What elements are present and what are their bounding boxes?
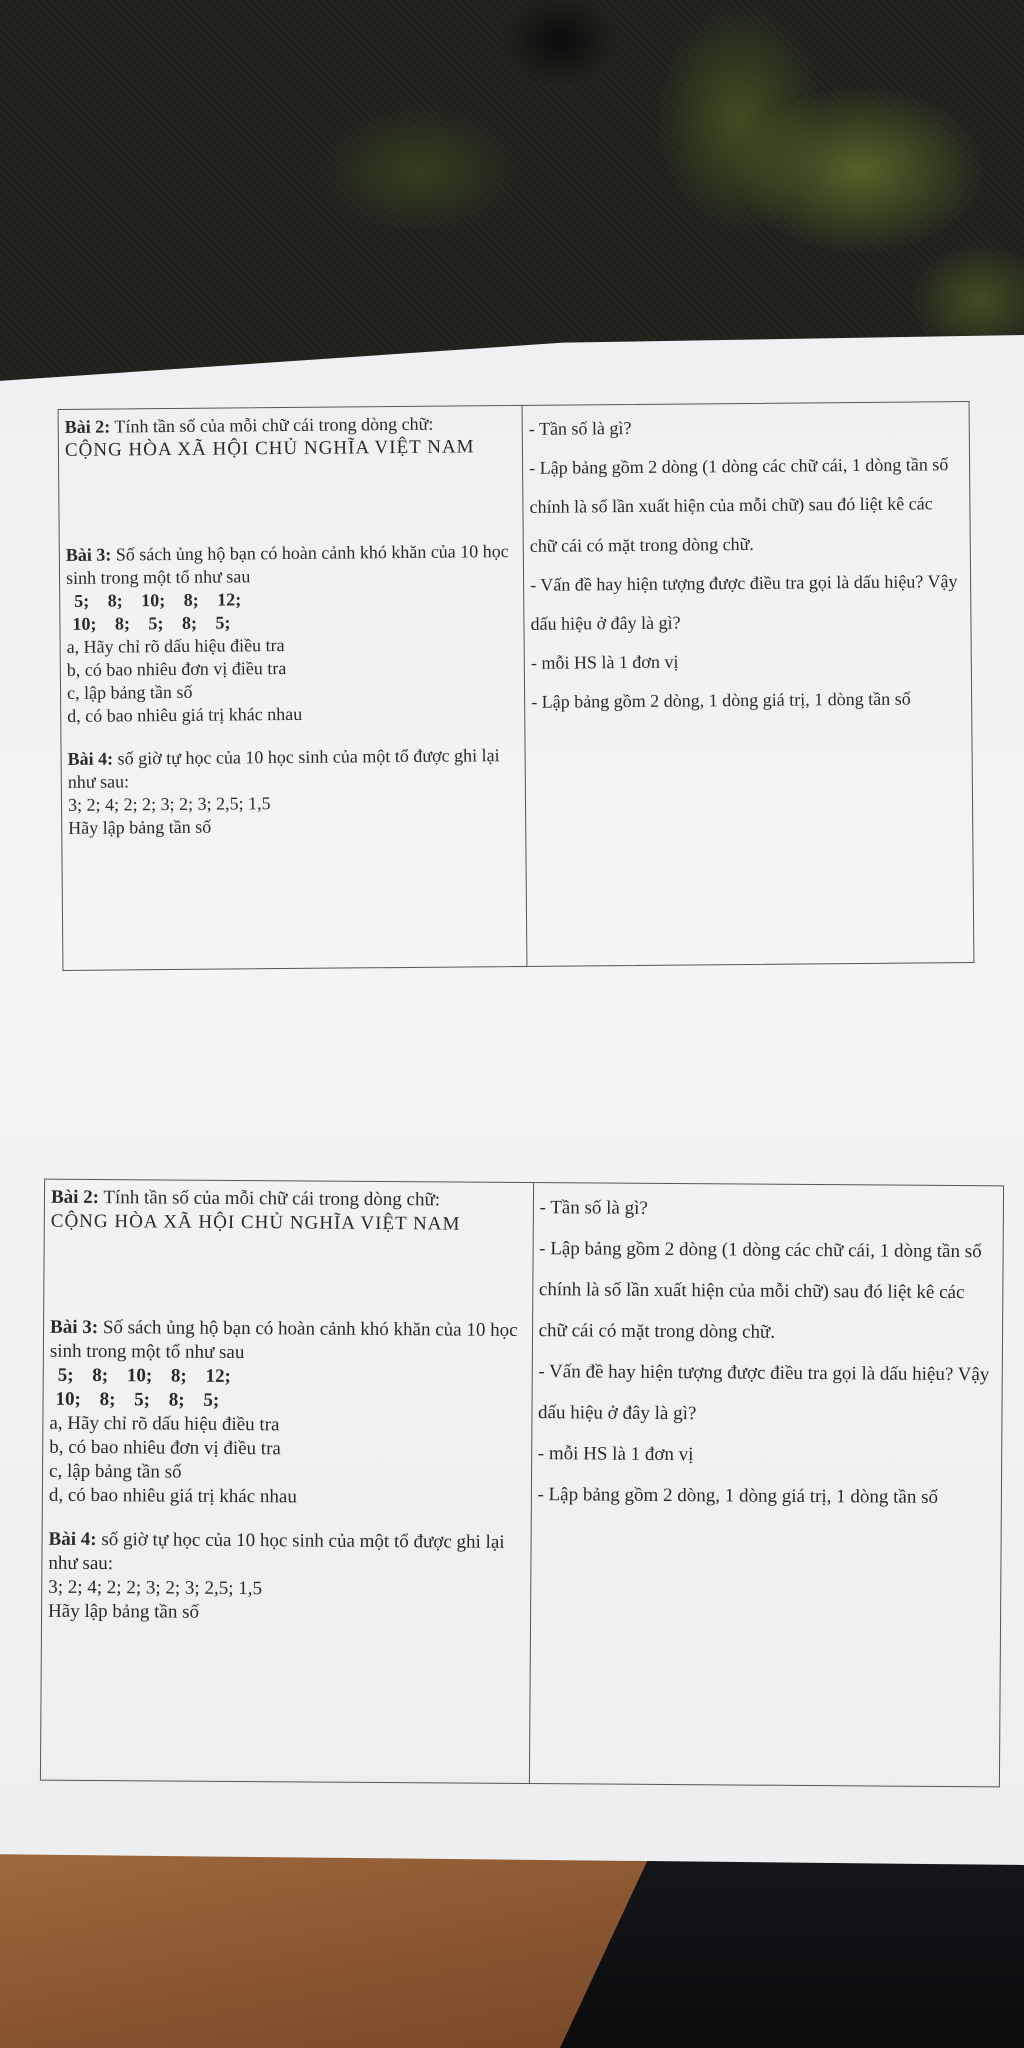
bai2-label: Bài 2:	[64, 416, 111, 437]
bai3-heading	[66, 540, 517, 590]
bai3-question-c: c, lập bảng tần số	[66, 681, 193, 703]
hint-column	[529, 1183, 1003, 1786]
bai3-data-row-1: 5; 8; 10; 8; 12;	[74, 589, 242, 611]
bai4-heading	[48, 1528, 524, 1579]
bai4-prompt: số giờ tự học của 10 học sinh của một tổ được ghi lại như sau:	[48, 1529, 505, 1575]
worksheet-table-upper	[58, 401, 975, 971]
bai4-task: Hãy lập bảng tần số	[48, 1600, 200, 1623]
bai4-data: 3; 2; 4; 2; 2; 3; 2; 3; 2,5; 1,5	[48, 1576, 263, 1600]
bai3-question-a: a, Hãy chỉ rõ dấu hiệu điều tra	[49, 1412, 280, 1436]
bai4-data: 3; 2; 4; 2; 2; 3; 2; 3; 2,5; 1,5	[67, 793, 271, 815]
worksheet-table-lower	[40, 1179, 1004, 1788]
bai3-question-d: d, có bao nhiêu giá trị khác nhau	[67, 703, 303, 726]
bai3-data-row-2: 10; 8; 5; 8; 5;	[72, 612, 231, 634]
exercise-column	[41, 1180, 534, 1783]
hint-line-3: - Vấn đề hay hiện tượng được điều tra gọi là dấu hiệu? Vậy dấu hiệu ở đây là gì?	[537, 1361, 990, 1425]
bai3-prompt: Số sách ủng hộ bạn có hoàn cảnh khó khăn của 10 học sinh trong một tổ như sau	[65, 541, 509, 588]
bai3-label: Bài 3:	[50, 1316, 99, 1339]
bai3-question-b: b, có bao nhiêu đơn vị điều tra	[49, 1436, 281, 1460]
hint-line-5: - Lập bảng gồm 2 dòng, 1 dòng giá trị, 1 dòng tần số	[531, 688, 911, 712]
bai2-label: Bài 2:	[50, 1186, 100, 1209]
bai3-question-c: c, lập bảng tần số	[48, 1460, 182, 1483]
hint-column	[523, 402, 974, 966]
hint-line-2: - Lập bảng gồm 2 dòng (1 dòng các chữ cái, 1 dòng tần số chính là số lần xuất hiện của mỗi chữ) sau đó liệt kê các chữ cái có mặt trong dòng chữ.	[529, 454, 949, 556]
bai3-prompt: Số sách ủng hộ bạn có hoàn cảnh khó khăn của 10 học sinh trong một tổ như sau	[49, 1317, 518, 1364]
bai4-heading	[68, 744, 519, 794]
bai4-prompt: số giờ tự học của 10 học sinh của một tổ được ghi lại như sau:	[67, 745, 500, 792]
bai3-data-row-1: 5; 8; 10; 8; 12;	[57, 1364, 231, 1387]
exercise-column	[59, 406, 528, 970]
bai2-prompt: Tính tần số của mỗi chữ cái trong dòng chữ:	[98, 1187, 441, 1211]
bai3-question-a: a, Hãy chỉ rõ dấu hiệu điều tra	[66, 635, 285, 657]
bai3-question-d: d, có bao nhiêu giá trị khác nhau	[48, 1484, 297, 1508]
bai3-question-b: b, có bao nhiêu đơn vị điều tra	[66, 658, 287, 680]
dark-fabric-background	[0, 0, 1024, 380]
hint-line-1: - Tần số là gì?	[539, 1197, 648, 1219]
bai2-text: CỘNG HÒA XÃ HỘI CHỦ NGHĨA VIỆT NAM	[64, 436, 475, 461]
hint-line-2: - Lập bảng gồm 2 dòng (1 dòng các chữ cái, 1 dòng tần số chính là số lần xuất hiện của mỗi chữ) sau đó liệt kê các chữ cái có mặt trong dòng chữ.	[538, 1238, 982, 1343]
bai3-label: Bài 3:	[65, 544, 112, 565]
hint-line-1: - Tần số là gì?	[528, 417, 632, 439]
hint-line-5: - Lập bảng gồm 2 dòng, 1 dòng giá trị, 1 dòng tần số	[537, 1484, 939, 1508]
bai2-heading	[51, 1186, 527, 1213]
bai2-prompt: Tính tần số của mỗi chữ cái trong dòng chữ:	[110, 413, 434, 437]
bai4-task: Hãy lập bảng tần số	[68, 816, 212, 838]
bai3-data-row-2: 10; 8; 5; 8; 5;	[55, 1388, 220, 1411]
bai3-heading	[50, 1316, 526, 1367]
hint-line-4: - mỗi HS là 1 đơn vị	[537, 1443, 694, 1466]
hint-line-4: - mỗi HS là 1 đơn vị	[530, 651, 679, 673]
hint-line-3: - Vấn đề hay hiện tượng được điều tra gọi là dấu hiệu? Vậy dấu hiệu ở đây là gì?	[530, 571, 958, 634]
bai2-text: CỘNG HÒA XÃ HỘI CHỦ NGHĨA VIỆT NAM	[50, 1210, 461, 1235]
bai4-label: Bài 4:	[48, 1528, 97, 1551]
bai4-label: Bài 4:	[67, 748, 114, 769]
